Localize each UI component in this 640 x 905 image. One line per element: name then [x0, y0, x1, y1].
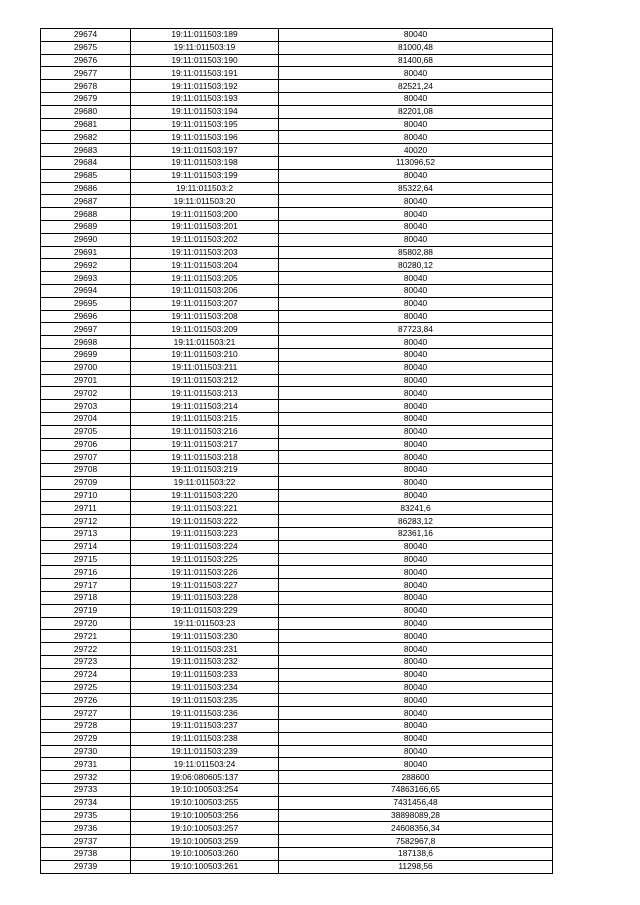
- value-cell: 80040: [279, 604, 553, 617]
- value-cell: 80040: [279, 348, 553, 361]
- cadastral-number-cell: 19:11:011503:222: [131, 515, 279, 528]
- cadastral-number-cell: 19:11:011503:21: [131, 336, 279, 349]
- value-cell: 11298,56: [279, 860, 553, 873]
- cadastral-number-cell: 19:11:011503:23: [131, 617, 279, 630]
- cadastral-number-cell: 19:11:011503:229: [131, 604, 279, 617]
- table-row: [41, 617, 553, 630]
- row-number-cell: 29678: [41, 80, 131, 93]
- value-cell: 80040: [279, 476, 553, 489]
- value-cell: 83241,6: [279, 502, 553, 515]
- row-number-cell: 29717: [41, 579, 131, 592]
- value-cell: 80040: [279, 566, 553, 579]
- cadastral-number-cell: 19:11:011503:227: [131, 579, 279, 592]
- cadastral-number-cell: 19:11:011503:209: [131, 323, 279, 336]
- row-number-cell: 29731: [41, 758, 131, 771]
- table-row: [41, 720, 553, 733]
- row-number-cell: 29720: [41, 617, 131, 630]
- row-number-cell: 29690: [41, 233, 131, 246]
- table-row: [41, 540, 553, 553]
- cadastral-number-cell: 19:11:011503:215: [131, 412, 279, 425]
- cadastral-number-cell: 19:11:011503:217: [131, 438, 279, 451]
- row-number-cell: 29684: [41, 156, 131, 169]
- cadastral-number-cell: 19:11:011503:196: [131, 131, 279, 144]
- table-row: [41, 297, 553, 310]
- value-cell: 80040: [279, 758, 553, 771]
- table-row: [41, 67, 553, 80]
- table-row: [41, 464, 553, 477]
- value-cell: 80040: [279, 464, 553, 477]
- cadastral-number-cell: 19:11:011503:205: [131, 272, 279, 285]
- row-number-cell: 29693: [41, 272, 131, 285]
- row-number-cell: 29733: [41, 784, 131, 797]
- table-row: [41, 220, 553, 233]
- table-row: [41, 630, 553, 643]
- table-row: [41, 694, 553, 707]
- row-number-cell: 29710: [41, 489, 131, 502]
- value-cell: 80040: [279, 592, 553, 605]
- row-number-cell: 29736: [41, 822, 131, 835]
- value-cell: 81400,68: [279, 54, 553, 67]
- row-number-cell: 29705: [41, 425, 131, 438]
- value-cell: 24608356,34: [279, 822, 553, 835]
- row-number-cell: 29680: [41, 105, 131, 118]
- table-row: [41, 400, 553, 413]
- table-row: [41, 246, 553, 259]
- cadastral-number-cell: 19:10:100503:261: [131, 860, 279, 873]
- table-row: [41, 566, 553, 579]
- row-number-cell: 29722: [41, 643, 131, 656]
- cadastral-number-cell: 19:11:011503:195: [131, 118, 279, 131]
- cadastral-number-cell: 19:11:011503:24: [131, 758, 279, 771]
- table-row: [41, 860, 553, 873]
- value-cell: 187138,6: [279, 848, 553, 861]
- value-cell: 80040: [279, 630, 553, 643]
- value-cell: 80040: [279, 169, 553, 182]
- value-cell: 80040: [279, 208, 553, 221]
- table-row: [41, 323, 553, 336]
- row-number-cell: 29728: [41, 720, 131, 733]
- cadastral-number-cell: 19:11:011503:230: [131, 630, 279, 643]
- value-cell: 80040: [279, 668, 553, 681]
- row-number-cell: 29738: [41, 848, 131, 861]
- cadastral-number-cell: 19:11:011503:226: [131, 566, 279, 579]
- row-number-cell: 29681: [41, 118, 131, 131]
- value-cell: 7582967,8: [279, 835, 553, 848]
- table-row: [41, 681, 553, 694]
- cadastral-number-cell: 19:11:011503:2: [131, 182, 279, 195]
- table-row: [41, 758, 553, 771]
- cadastral-number-cell: 19:11:011503:207: [131, 297, 279, 310]
- row-number-cell: 29674: [41, 29, 131, 42]
- cadastral-number-cell: 19:11:011503:224: [131, 540, 279, 553]
- cadastral-number-cell: 19:11:011503:231: [131, 643, 279, 656]
- value-cell: 288600: [279, 771, 553, 784]
- table-row: [41, 92, 553, 105]
- table-row: [41, 374, 553, 387]
- row-number-cell: 29732: [41, 771, 131, 784]
- row-number-cell: 29697: [41, 323, 131, 336]
- value-cell: 86283,12: [279, 515, 553, 528]
- cadastral-number-cell: 19:11:011503:202: [131, 233, 279, 246]
- row-number-cell: 29709: [41, 476, 131, 489]
- table-row: [41, 553, 553, 566]
- row-number-cell: 29734: [41, 796, 131, 809]
- value-cell: 87723,84: [279, 323, 553, 336]
- cadastral-number-cell: 19:11:011503:198: [131, 156, 279, 169]
- value-cell: 81000,48: [279, 41, 553, 54]
- table-row: [41, 822, 553, 835]
- value-cell: 80040: [279, 451, 553, 464]
- cadastral-number-cell: 19:11:011503:189: [131, 29, 279, 42]
- table-row: [41, 809, 553, 822]
- row-number-cell: 29726: [41, 694, 131, 707]
- row-number-cell: 29698: [41, 336, 131, 349]
- cadastral-number-cell: 19:11:011503:235: [131, 694, 279, 707]
- row-number-cell: 29737: [41, 835, 131, 848]
- value-cell: 80040: [279, 540, 553, 553]
- value-cell: 74863166,65: [279, 784, 553, 797]
- table-row: [41, 233, 553, 246]
- cadastral-number-cell: 19:11:011503:210: [131, 348, 279, 361]
- row-number-cell: 29703: [41, 400, 131, 413]
- table-row: [41, 336, 553, 349]
- value-cell: 80040: [279, 438, 553, 451]
- table-row: [41, 387, 553, 400]
- row-number-cell: 29685: [41, 169, 131, 182]
- value-cell: 80040: [279, 374, 553, 387]
- row-number-cell: 29692: [41, 259, 131, 272]
- cadastral-number-cell: 19:06:080605:137: [131, 771, 279, 784]
- value-cell: 80040: [279, 643, 553, 656]
- value-cell: 80040: [279, 387, 553, 400]
- table-row: [41, 515, 553, 528]
- value-cell: 80040: [279, 745, 553, 758]
- cadastral-number-cell: 19:11:011503:221: [131, 502, 279, 515]
- cadastral-number-cell: 19:11:011503:206: [131, 284, 279, 297]
- cadastral-number-cell: 19:11:011503:233: [131, 668, 279, 681]
- row-number-cell: 29739: [41, 860, 131, 873]
- cadastral-number-cell: 19:11:011503:213: [131, 387, 279, 400]
- table-row: [41, 489, 553, 502]
- value-cell: 82521,24: [279, 80, 553, 93]
- cadastral-number-cell: 19:11:011503:218: [131, 451, 279, 464]
- cadastral-number-cell: 19:11:011503:194: [131, 105, 279, 118]
- table-row: [41, 272, 553, 285]
- row-number-cell: 29700: [41, 361, 131, 374]
- value-cell: 80040: [279, 220, 553, 233]
- value-cell: 80040: [279, 67, 553, 80]
- row-number-cell: 29677: [41, 67, 131, 80]
- table-row: [41, 784, 553, 797]
- cadastral-number-cell: 19:11:011503:212: [131, 374, 279, 387]
- row-number-cell: 29707: [41, 451, 131, 464]
- value-cell: 85802,88: [279, 246, 553, 259]
- table-row: [41, 476, 553, 489]
- cadastral-number-cell: 19:11:011503:203: [131, 246, 279, 259]
- value-cell: 80040: [279, 617, 553, 630]
- table-row: [41, 361, 553, 374]
- row-number-cell: 29730: [41, 745, 131, 758]
- table-row: [41, 41, 553, 54]
- value-cell: 80040: [279, 29, 553, 42]
- value-cell: 80040: [279, 131, 553, 144]
- row-number-cell: 29691: [41, 246, 131, 259]
- row-number-cell: 29699: [41, 348, 131, 361]
- cadastral-number-cell: 19:11:011503:197: [131, 144, 279, 157]
- table-row: [41, 310, 553, 323]
- value-cell: 7431456,48: [279, 796, 553, 809]
- cadastral-number-cell: 19:11:011503:232: [131, 656, 279, 669]
- cadastral-number-cell: 19:11:011503:236: [131, 707, 279, 720]
- row-number-cell: 29686: [41, 182, 131, 195]
- table-row: [41, 835, 553, 848]
- cadastral-number-cell: 19:11:011503:20: [131, 195, 279, 208]
- row-number-cell: 29679: [41, 92, 131, 105]
- row-number-cell: 29695: [41, 297, 131, 310]
- table-row: [41, 80, 553, 93]
- value-cell: 80040: [279, 732, 553, 745]
- cadastral-number-cell: 19:11:011503:214: [131, 400, 279, 413]
- row-number-cell: 29696: [41, 310, 131, 323]
- table-row: [41, 502, 553, 515]
- value-cell: 80040: [279, 400, 553, 413]
- table-row: [41, 771, 553, 784]
- table-row: [41, 668, 553, 681]
- row-number-cell: 29714: [41, 540, 131, 553]
- table-row: [41, 284, 553, 297]
- cadastral-number-cell: 19:11:011503:191: [131, 67, 279, 80]
- value-cell: 85322,64: [279, 182, 553, 195]
- value-cell: 80040: [279, 297, 553, 310]
- table-row: [41, 796, 553, 809]
- value-cell: 80040: [279, 681, 553, 694]
- row-number-cell: 29716: [41, 566, 131, 579]
- cadastral-number-cell: 19:11:011503:225: [131, 553, 279, 566]
- cadastral-number-cell: 19:11:011503:190: [131, 54, 279, 67]
- cadastral-number-cell: 19:11:011503:220: [131, 489, 279, 502]
- row-number-cell: 29682: [41, 131, 131, 144]
- row-number-cell: 29688: [41, 208, 131, 221]
- value-cell: 82361,16: [279, 528, 553, 541]
- table-row: [41, 54, 553, 67]
- cadastral-number-cell: 19:11:011503:239: [131, 745, 279, 758]
- cadastral-number-cell: 19:11:011503:22: [131, 476, 279, 489]
- row-number-cell: 29689: [41, 220, 131, 233]
- table-row: [41, 592, 553, 605]
- cadastral-number-cell: 19:11:011503:234: [131, 681, 279, 694]
- table-row: [41, 169, 553, 182]
- table-row: [41, 732, 553, 745]
- value-cell: 80040: [279, 233, 553, 246]
- value-cell: 80040: [279, 336, 553, 349]
- cadastral-number-cell: 19:11:011503:199: [131, 169, 279, 182]
- row-number-cell: 29694: [41, 284, 131, 297]
- table-row: [41, 29, 553, 42]
- value-cell: 38898089,28: [279, 809, 553, 822]
- value-cell: 80040: [279, 694, 553, 707]
- row-number-cell: 29676: [41, 54, 131, 67]
- table-row: [41, 182, 553, 195]
- table-row: [41, 105, 553, 118]
- row-number-cell: 29723: [41, 656, 131, 669]
- cadastral-number-cell: 19:11:011503:208: [131, 310, 279, 323]
- cadastral-number-cell: 19:11:011503:211: [131, 361, 279, 374]
- table-row: [41, 156, 553, 169]
- cadastral-number-cell: 19:10:100503:255: [131, 796, 279, 809]
- cadastral-number-cell: 19:11:011503:219: [131, 464, 279, 477]
- cadastral-number-cell: 19:11:011503:238: [131, 732, 279, 745]
- cadastral-number-cell: 19:10:100503:259: [131, 835, 279, 848]
- value-cell: 82201,08: [279, 105, 553, 118]
- cadastral-number-cell: 19:11:011503:200: [131, 208, 279, 221]
- table-row: [41, 528, 553, 541]
- row-number-cell: 29729: [41, 732, 131, 745]
- value-cell: 80040: [279, 579, 553, 592]
- value-cell: 113096,52: [279, 156, 553, 169]
- table-row: [41, 643, 553, 656]
- cadastral-number-cell: 19:10:100503:254: [131, 784, 279, 797]
- value-cell: 80040: [279, 656, 553, 669]
- table-row: [41, 208, 553, 221]
- row-number-cell: 29706: [41, 438, 131, 451]
- table-row: [41, 848, 553, 861]
- row-number-cell: 29702: [41, 387, 131, 400]
- table-row: [41, 195, 553, 208]
- row-number-cell: 29724: [41, 668, 131, 681]
- row-number-cell: 29735: [41, 809, 131, 822]
- row-number-cell: 29718: [41, 592, 131, 605]
- table-row: [41, 118, 553, 131]
- cadastral-number-cell: 19:11:011503:193: [131, 92, 279, 105]
- value-cell: 80040: [279, 92, 553, 105]
- table-row: [41, 412, 553, 425]
- value-cell: 80040: [279, 310, 553, 323]
- cadastral-number-cell: 19:11:011503:237: [131, 720, 279, 733]
- cadastral-number-cell: 19:11:011503:192: [131, 80, 279, 93]
- table-row: [41, 604, 553, 617]
- cadastral-value-table: [40, 28, 553, 874]
- table-body: [41, 29, 553, 874]
- cadastral-number-cell: 19:11:011503:216: [131, 425, 279, 438]
- row-number-cell: 29687: [41, 195, 131, 208]
- table-row: [41, 425, 553, 438]
- value-cell: 80040: [279, 707, 553, 720]
- cadastral-number-cell: 19:11:011503:19: [131, 41, 279, 54]
- row-number-cell: 29725: [41, 681, 131, 694]
- table-row: [41, 745, 553, 758]
- table-row: [41, 707, 553, 720]
- value-cell: 40020: [279, 144, 553, 157]
- row-number-cell: 29712: [41, 515, 131, 528]
- value-cell: 80040: [279, 489, 553, 502]
- row-number-cell: 29701: [41, 374, 131, 387]
- cadastral-number-cell: 19:11:011503:228: [131, 592, 279, 605]
- table-row: [41, 144, 553, 157]
- row-number-cell: 29683: [41, 144, 131, 157]
- table-row: [41, 451, 553, 464]
- cadastral-number-cell: 19:10:100503:260: [131, 848, 279, 861]
- row-number-cell: 29719: [41, 604, 131, 617]
- table-row: [41, 438, 553, 451]
- cadastral-number-cell: 19:11:011503:204: [131, 259, 279, 272]
- cadastral-number-cell: 19:11:011503:201: [131, 220, 279, 233]
- cadastral-number-cell: 19:10:100503:257: [131, 822, 279, 835]
- value-cell: 80280,12: [279, 259, 553, 272]
- row-number-cell: 29711: [41, 502, 131, 515]
- cadastral-number-cell: 19:11:011503:223: [131, 528, 279, 541]
- row-number-cell: 29713: [41, 528, 131, 541]
- value-cell: 80040: [279, 195, 553, 208]
- cadastral-number-cell: 19:10:100503:256: [131, 809, 279, 822]
- value-cell: 80040: [279, 284, 553, 297]
- row-number-cell: 29675: [41, 41, 131, 54]
- table-row: [41, 579, 553, 592]
- table-row: [41, 259, 553, 272]
- value-cell: 80040: [279, 118, 553, 131]
- table-row: [41, 348, 553, 361]
- value-cell: 80040: [279, 361, 553, 374]
- row-number-cell: 29721: [41, 630, 131, 643]
- row-number-cell: 29727: [41, 707, 131, 720]
- value-cell: 80040: [279, 272, 553, 285]
- value-cell: 80040: [279, 425, 553, 438]
- row-number-cell: 29704: [41, 412, 131, 425]
- table-row: [41, 131, 553, 144]
- table-row: [41, 656, 553, 669]
- value-cell: 80040: [279, 553, 553, 566]
- row-number-cell: 29708: [41, 464, 131, 477]
- value-cell: 80040: [279, 720, 553, 733]
- row-number-cell: 29715: [41, 553, 131, 566]
- value-cell: 80040: [279, 412, 553, 425]
